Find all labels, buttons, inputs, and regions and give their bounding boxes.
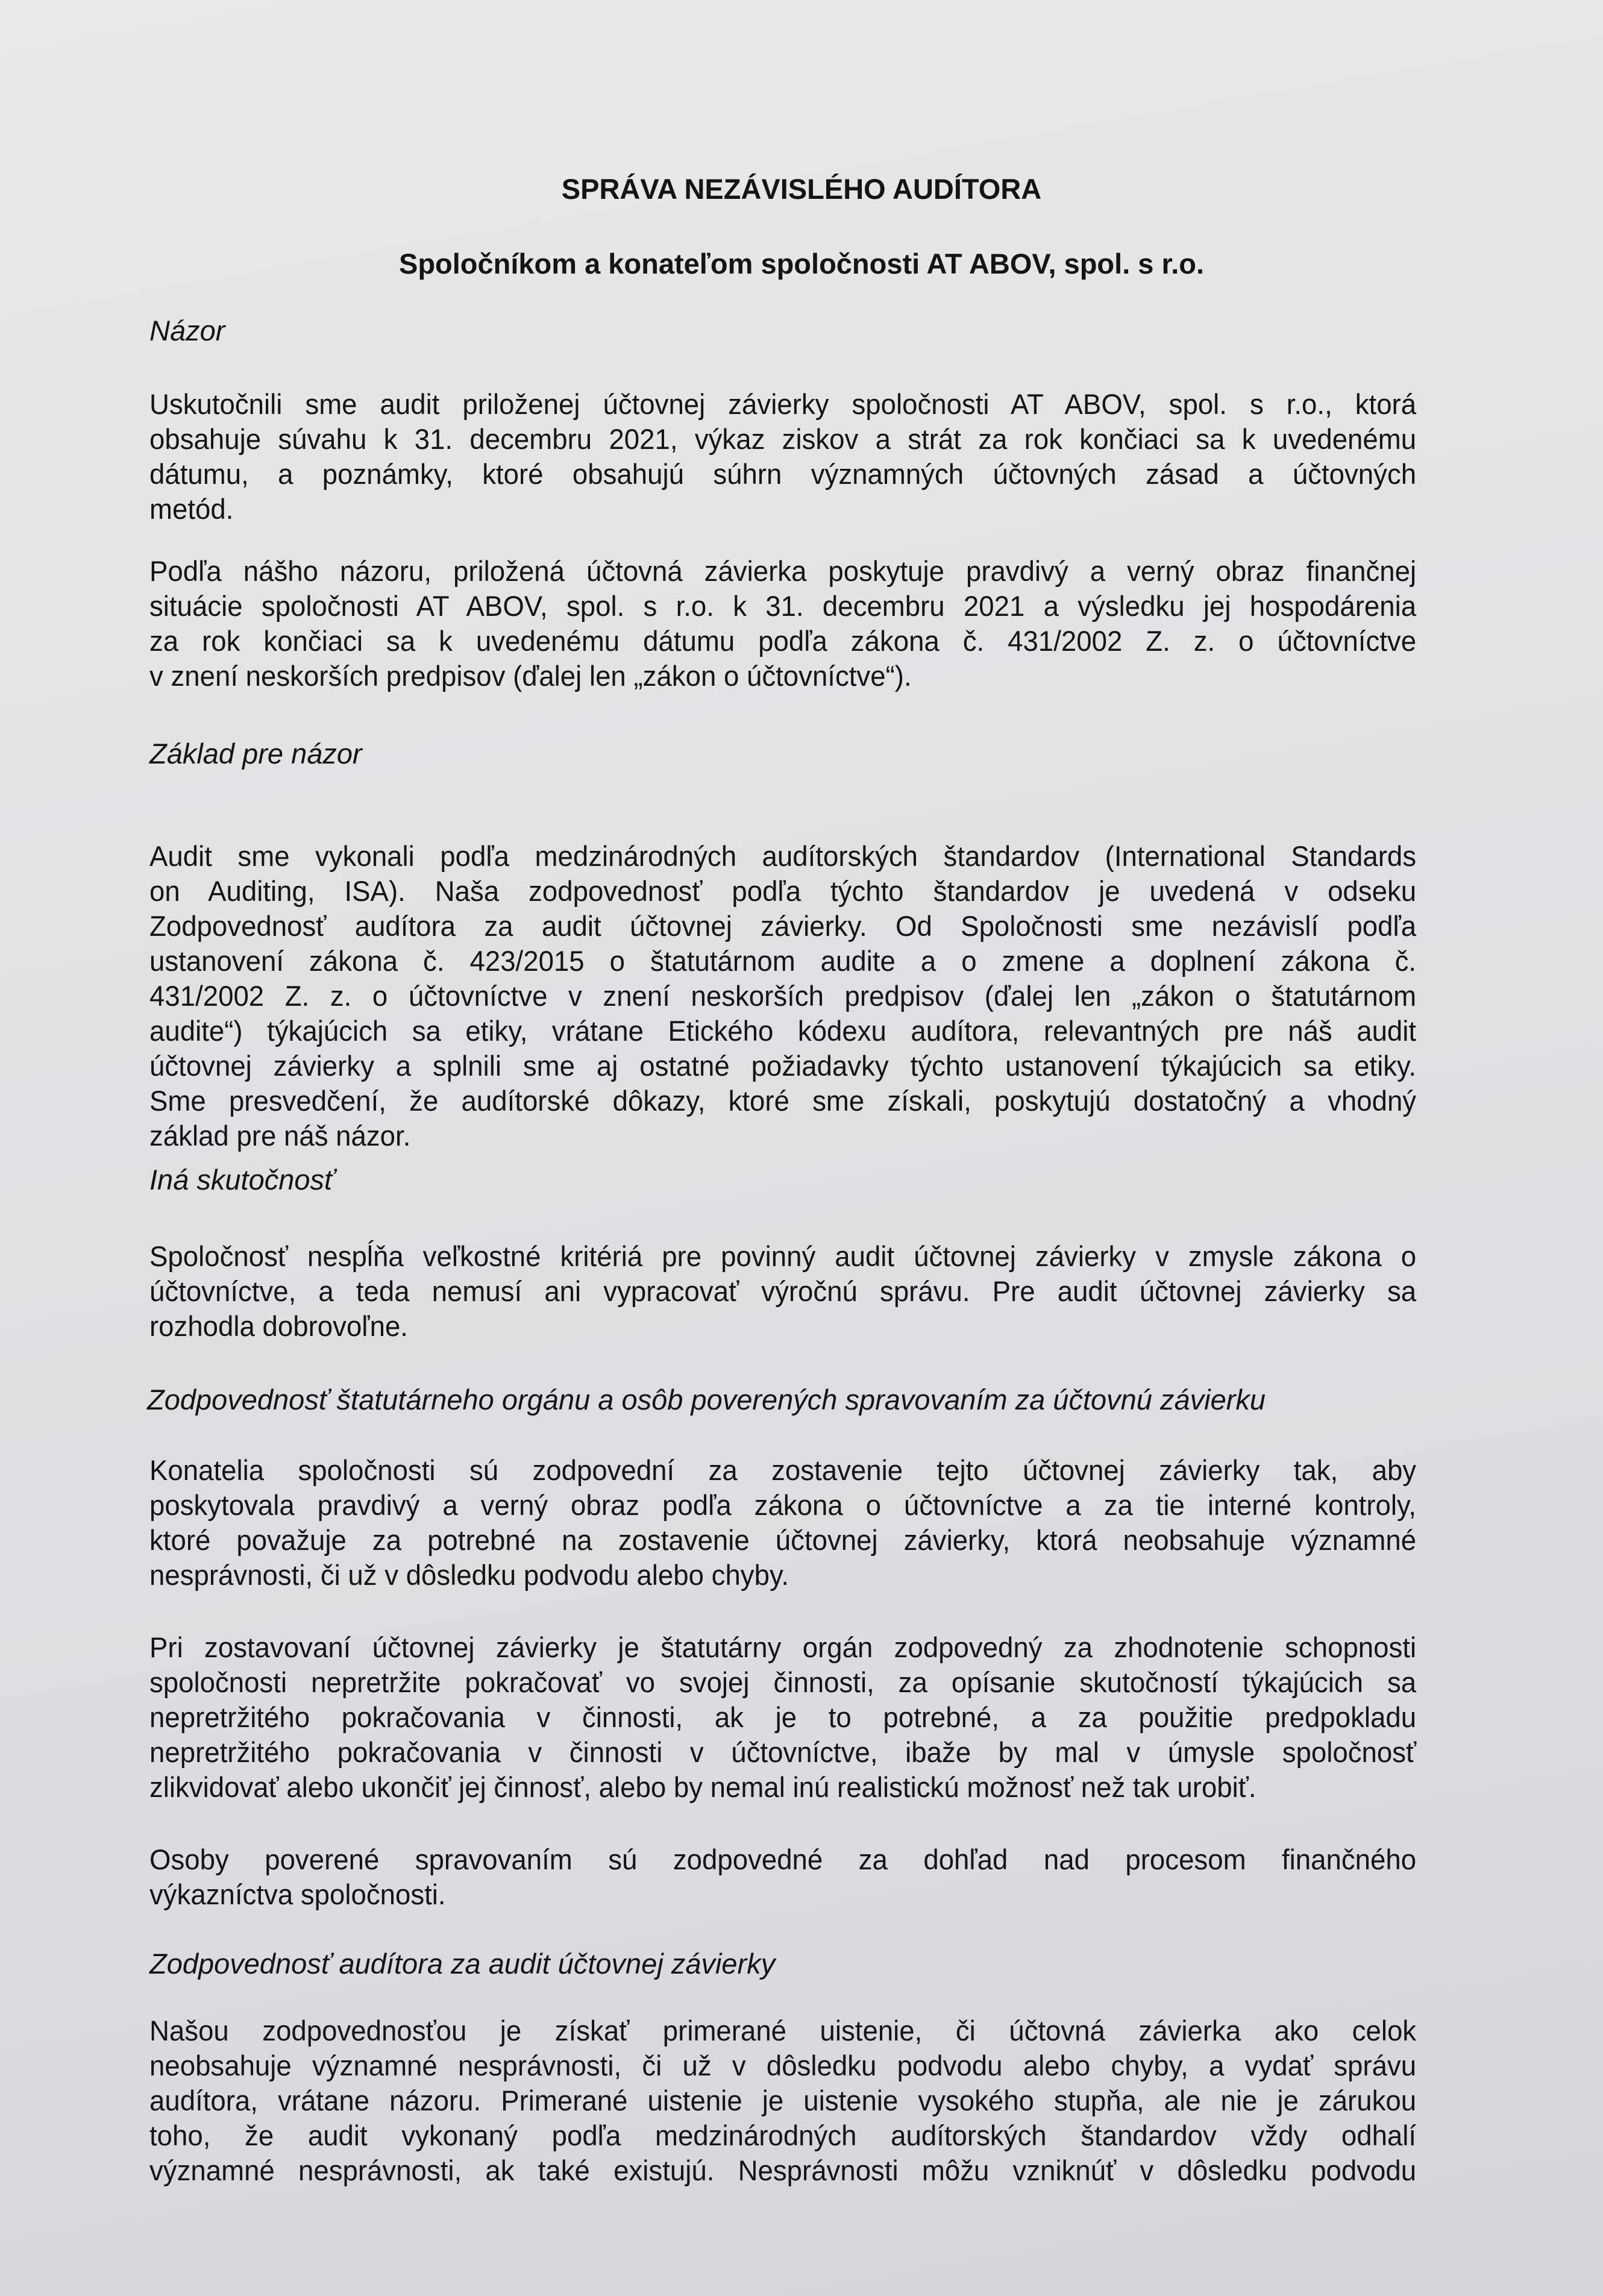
section-heading: Zodpovednosť audítora za audit účtovnej závierky	[149, 1948, 776, 1980]
paragraph-line: ktoré považuje za potrebné na zostavenie účtovnej závierky, ktorá neobsahuje významné	[149, 1524, 1417, 1556]
section-heading: Názor	[149, 315, 225, 347]
paragraph-line: neobsahuje významné nesprávnosti, či už v dôsledku podvodu alebo chyby, a vydať správu	[149, 2050, 1417, 2081]
section-heading: Iná skutočnosť	[149, 1164, 334, 1196]
paragraph-line: audítora, vrátane názoru. Primerané uistenie je uistenie vysokého stupňa, ale nie je zárukou	[149, 2084, 1417, 2116]
paragraph-line: výkazníctva spoločnosti.	[149, 1878, 446, 1910]
paragraph-line: Našou zodpovednosťou je získať primerané uistenie, či účtovná závierka ako celok	[149, 2015, 1417, 2047]
paragraph-line: situácie spoločnosti AT ABOV, spol. s r.o. k 31. decembru 2021 a výsledku jej hospodárenia	[149, 590, 1417, 622]
document-subtitle: Spoločníkom a konateľom spoločnosti AT ABOV, spol. s r.o.	[398, 248, 1205, 280]
paragraph-line: Sme presvedčení, že audítorské dôkazy, ktoré sme získali, poskytujú dostatočný a vhodný	[149, 1085, 1417, 1117]
paragraph-line: základ pre náš názor.	[149, 1120, 411, 1152]
paragraph	[149, 554, 1417, 694]
paragraph-line: Pri zostavovaní účtovnej závierky je štatutárny orgán zodpovedný za zhodnotenie schopnosti	[149, 1631, 1417, 1663]
paragraph	[149, 1239, 1417, 1344]
paragraph-line: Osoby poverené spravovaním sú zodpovedné za dohľad nad procesom finančného	[149, 1843, 1417, 1875]
paragraph	[149, 387, 1417, 527]
paragraph	[149, 1630, 1417, 1805]
paragraph	[149, 1453, 1417, 1593]
paragraph-line: za rok končiaci sa k uvedenému dátumu podľa zákona č. 431/2002 Z. z. o účtovníctve	[149, 625, 1417, 657]
paragraph-line: ustanovení zákona č. 423/2015 o štatutárnom audite a o zmene a doplnení zákona č.	[149, 945, 1417, 977]
paragraph-line: poskytovala pravdivý a verný obraz podľa zákona o účtovníctve a za tie interné kontroly,	[149, 1489, 1417, 1521]
paragraph-line: spoločnosti nepretržite pokračovať vo svojej činnosti, za opísanie skutočností týkajúcich sa	[149, 1666, 1417, 1698]
paragraph	[149, 1842, 1417, 1912]
paragraph-line: Audit sme vykonali podľa medzinárodných audítorských štandardov (International Standards	[149, 840, 1417, 872]
document-title: SPRÁVA NEZÁVISLÉHO AUDÍTORA	[561, 173, 1042, 205]
paragraph-line: Uskutočnili sme audit priloženej účtovnej závierky spoločnosti AT ABOV, spol. s r.o., ktorá	[149, 388, 1417, 420]
paragraph-line: rozhodla dobrovoľne.	[149, 1310, 408, 1342]
paragraph-line: dátumu, a poznámky, ktoré obsahujú súhrn významných účtovných zásad a účtovných	[149, 458, 1417, 490]
section-heading: Zodpovednosť štatutárneho orgánu a osôb poverených spravovaním za účtovnú závierku	[147, 1384, 1266, 1416]
paragraph-line: nepretržitého pokračovania v činnosti v účtovníctve, ibaže by mal v úmysle spoločnosť	[149, 1736, 1417, 1768]
paragraph-line: nesprávnosti, či už v dôsledku podvodu alebo chyby.	[149, 1559, 789, 1591]
paragraph-line: významné nesprávnosti, ak také existujú. Nesprávnosti môžu vzniknúť v dôsledku podvodu	[149, 2154, 1417, 2186]
paragraph-line: audite“) týkajúcich sa etiky, vrátane Etického kódexu audítora, relevantných pre náš audit	[149, 1015, 1417, 1047]
paragraph-line: Spoločnosť nespĺňa veľkostné kritériá pre povinný audit účtovnej závierky v zmysle zákona o	[149, 1240, 1417, 1272]
paragraph-line: metód.	[149, 493, 234, 525]
paragraph-line: Zodpovednosť audítora za audit účtovnej závierky. Od Spoločnosti sme nezávislí podľa	[149, 910, 1417, 942]
paragraph-line: Podľa nášho názoru, priložená účtovná závierka poskytuje pravdivý a verný obraz finančnej	[149, 555, 1417, 587]
paragraph-line: Konatelia spoločnosti sú zodpovední za zostavenie tejto účtovnej závierky tak, aby	[149, 1454, 1417, 1486]
paragraph-line: zlikvidovať alebo ukončiť jej činnosť, alebo by nemal inú realistickú možnosť než tak urobiť.	[149, 1771, 1256, 1803]
paragraph-line: v znení neskorších predpisov (ďalej len „zákon o účtovníctve“).	[149, 660, 912, 692]
paragraph-line: účtovníctve, a teda nemusí ani vypracovať výročnú správu. Pre audit účtovnej závierky sa	[149, 1275, 1417, 1307]
paragraph-line: on Auditing, ISA). Naša zodpovednosť podľa týchto štandardov je uvedená v odseku	[149, 875, 1417, 907]
paragraph	[149, 2013, 1417, 2188]
section-heading: Základ pre názor	[149, 738, 362, 770]
paragraph-line: 431/2002 Z. z. o účtovníctve v znení neskorších predpisov (ďalej len „zákon o štatutárnom	[149, 980, 1417, 1012]
paragraph-line: obsahuje súvahu k 31. decembru 2021, výkaz ziskov a strát za rok končiaci sa k uvedenému	[149, 423, 1417, 455]
paragraph-line: nepretržitého pokračovania v činnosti, ak je to potrebné, a za použitie predpokladu	[149, 1701, 1417, 1733]
paragraph	[149, 839, 1417, 1153]
paragraph-line: účtovnej závierky a splnili sme aj ostatné požiadavky týchto ustanovení týkajúcich sa etiky.	[149, 1050, 1417, 1082]
paragraph-line: toho, že audit vykonaný podľa medzinárodných audítorských štandardov vždy odhalí	[149, 2119, 1417, 2151]
